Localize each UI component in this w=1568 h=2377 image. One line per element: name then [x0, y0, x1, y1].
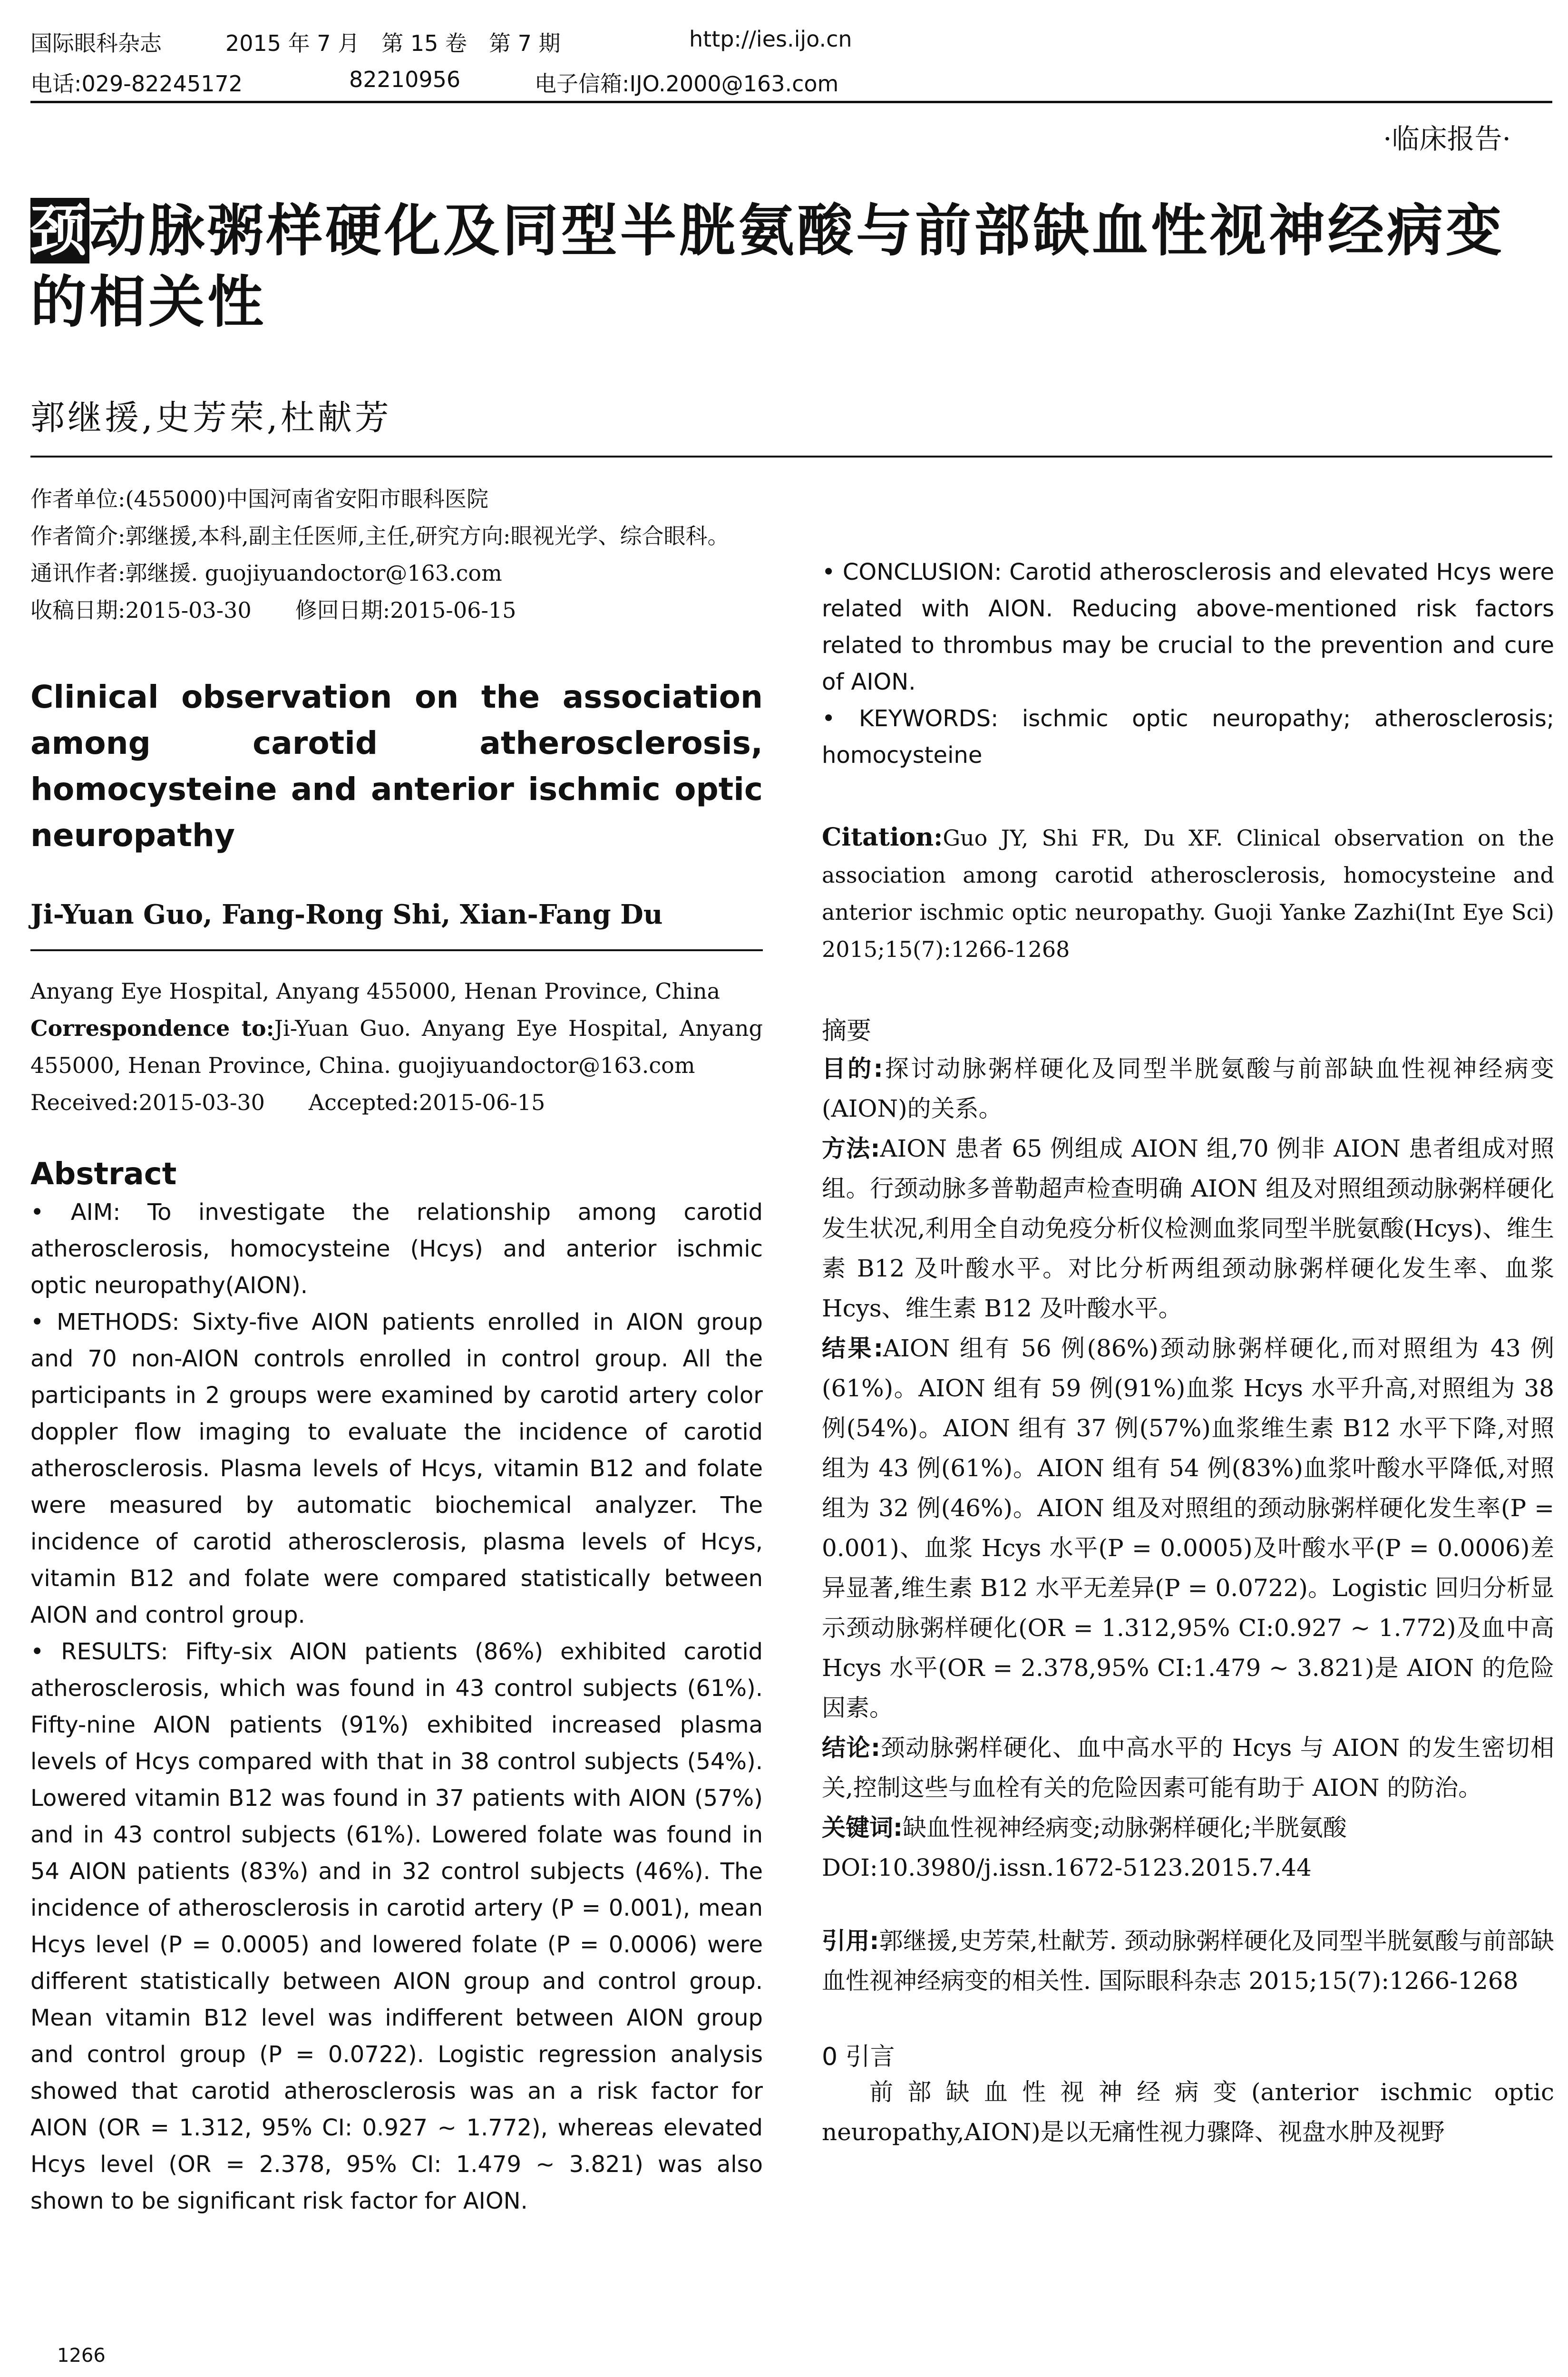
cn-results — [822, 1328, 1554, 1728]
correspondence-text: Ji-Yuan Guo. Anyang Eye Hospital, Anyang 455000, Henan Province, China. guojiyuandoctor@163.com — [30, 1015, 763, 1078]
citation-cn-text: 郭继援,史芳荣,杜献芳. 颈动脉粥样硬化及同型半胱氨酸与前部缺血性视神经病变的相关性. 国际眼科杂志 2015;15(7):1266-1268 — [822, 1927, 1554, 1995]
cn-keywords-text: 缺血性视神经病变;动脉粥样硬化;半胱氨酸 — [903, 1814, 1347, 1841]
author-info-cn — [30, 480, 763, 629]
title-cn — [30, 195, 1543, 338]
journal-url[interactable]: http://ies.ijo.cn — [689, 26, 852, 52]
cn-methods — [822, 1129, 1554, 1328]
affiliation-block-en — [30, 973, 763, 1121]
abstract-results: • RESULTS: Fifty-six AION patients (86%) exhibited carotid atherosclerosis, which was found in 43 control subjects (61%). Fifty-nine AION patients (91%) exhibited increased plasma levels of Hcys compared with that in 38 control subjects (54%). Lowered vitamin B12 was found in 37 patients with AION (57%) and in 43 control subjects (61%). Lowered folate was found in 54 AION patients (83%) and in 32 control subjects (46%). The incidence of atherosclerosis in carotid artery (P = 0.001), mean Hcys level (P = 0.0005) and lowered folate (P = 0.0006) were different statistically between AION group and control group. Mean vitamin B12 level was indifferent between AION group and control group (P = 0.0722). Logistic regression analysis showed that carotid atherosclerosis was an a risk factor for AION (OR = 1.312, 95% CI: 0.927 ~ 1.772), whereas elevated Hcys level (OR = 2.378, 95% CI: 1.479 ~ 3.821) was also shown to be significant risk factor for AION. — [30, 1638, 763, 2214]
cn-results-text: AION 组有 56 例(86%)颈动脉粥样硬化,而对照组为 43 例(61%)。AION 组有 59 例(91%)血浆 Hcys 水平升高,对照组为 38 例(54%)。AION 组有 37 例(57%)血浆维生素 B12 水平下降,对照组为 43 例(61%)。AION 组有 54 例(83%)血浆叶酸水平降低,对照组为 32 例(46%)。AION 组及对照组的颈动脉粥样硬化发生率(P = 0.001)、血浆 Hcys 水平(P = 0.0005)及叶酸水平(P = 0.0006)差异显著,维生素 B12 水平无差异(P = 0.0722)。Logistic 回归分析显示颈动脉粥样硬化(OR = 1.312,95% CI:0.927 ~ 1.772)及血中高 Hcys 水平(OR = 2.378,95% CI:1.479 ~ 3.821)是 AION 的危险因素。 — [822, 1335, 1554, 1722]
title-rule — [30, 456, 1552, 458]
cn-aim — [822, 1049, 1554, 1129]
zhaiyao-heading: 摘要 — [822, 1017, 872, 1045]
affiliation-en: Anyang Eye Hospital, Anyang 455000, Henan Province, China — [30, 978, 721, 1004]
abstract-heading: Abstract — [30, 1157, 177, 1192]
dates-cn: 收稿日期:2015-03-30 修回日期:2015-06-15 — [30, 597, 516, 623]
authors-rule — [30, 949, 763, 951]
cn-aim-text: 探讨动脉粥样硬化及同型半胱氨酸与前部缺血性视神经病变(AION)的关系。 — [822, 1055, 1555, 1122]
cn-conclusion-label: 结论: — [822, 1734, 880, 1762]
title-en: Clinical observation on the association among carotid atherosclerosis, homocysteine and anterior ischmic optic neuropathy — [30, 679, 763, 854]
cn-methods-text: AION 患者 65 例组成 AION 组,70 例非 AION 患者组成对照组。行颈动脉多普勒超声检查明确 AION 组及对照组颈动脉粥样硬化发生状况,利用全自动免疫分析仪检测血浆同型半胱氨酸(Hcys)、维生素 B12 及叶酸水平。对比分析两组颈动脉粥样硬化发生率、血浆 Hcys、维生素 B12 及叶酸水平。 — [822, 1135, 1554, 1322]
affiliation-cn: 作者单位:(455000)中国河南省安阳市眼科医院 — [30, 486, 488, 512]
correspondence-en — [30, 1010, 763, 1084]
abstract-conclusion: • CONCLUSION: Carotid atherosclerosis and elevated Hcys were related with AION. Reducing above-mentioned risk factors related to thrombus may be crucial to the prevention and cure of AION. — [822, 559, 1554, 695]
cn-conclusion-text: 颈动脉粥样硬化、血中高水平的 Hcys 与 AION 的发生密切相关,控制这些与血栓有关的危险因素可能有助于 AION 的防治。 — [822, 1734, 1554, 1802]
journal-name: 国际眼科杂志 — [30, 30, 162, 56]
title-first-char: 颈 — [30, 198, 90, 263]
journal-header — [30, 26, 1552, 55]
authors-en: Ji-Yuan Guo, Fang-Rong Shi, Xian-Fang Du — [30, 899, 663, 930]
citation-cn — [822, 1921, 1554, 2001]
cn-keywords-label: 关键词: — [822, 1814, 903, 1841]
phone2: 82210956 — [349, 67, 461, 92]
section-tag: ·临床报告· — [1383, 123, 1511, 155]
phone: 电话:029-82245172 — [30, 71, 243, 97]
email[interactable]: 电子信箱:IJO.2000@163.com — [535, 71, 839, 97]
correspondence-label: Correspondence to: — [30, 1015, 274, 1041]
abstract-methods: • METHODS: Sixty-five AION patients enrolled in AION group and 70 non-AION controls enrolled in control group. All the participants in 2 groups were examined by carotid artery color doppler flow imaging to evaluate the incidence of carotid atherosclerosis. Plasma levels of Hcys, vitamin B12 and folate were measured by automatic biochemical analyzer. The incidence of carotid atherosclerosis, plasma levels of Hcys, vitamin B12 and folate were compared statistically between AION and control group. — [30, 1309, 763, 1628]
title-rest: 动脉粥样硬化及同型半胱氨酸与前部缺血性视神经病变的相关性 — [30, 198, 1505, 335]
authors-cn: 郭继援,史芳荣,杜献芳 — [30, 398, 392, 438]
contact-header — [30, 67, 1552, 95]
abstract-cn — [822, 1049, 1554, 1888]
header-rule — [30, 101, 1552, 103]
abstract-conclusion-block — [822, 554, 1554, 774]
intro-heading: 0 引言 — [822, 2043, 895, 2071]
right-column — [822, 480, 1554, 2152]
abstract-aim: • AIM: To investigate the relationship among carotid atherosclerosis, homocysteine (Hcys) and anterior ischmic optic neuropathy(AION). — [30, 1199, 763, 1299]
page-number: 1266 — [57, 2345, 106, 2367]
cn-aim-label: 目的: — [822, 1055, 883, 1082]
cn-keywords — [822, 1808, 1554, 1848]
citation-en — [822, 819, 1554, 968]
cn-conclusion — [822, 1728, 1554, 1808]
issue-info: 2015 年 7 月 第 15 卷 第 7 期 — [225, 30, 561, 56]
abstract-en — [30, 1194, 763, 2220]
intro-text: 前部缺血性视神经病变(anterior ischmic optic neuropathy,AION)是以无痛性视力骤降、视盘水肿及视野 — [822, 2078, 1554, 2146]
cn-results-label: 结果: — [822, 1335, 883, 1362]
citation-label: Citation: — [822, 823, 943, 852]
left-column — [30, 480, 763, 2220]
citation-cn-label: 引用: — [822, 1927, 879, 1955]
citation-text: Guo JY, Shi FR, Du XF. Clinical observation on the association among carotid atherosclerosis, homocysteine and anterior ischmic optic neuropathy. Guoji Yanke Zazhi(Int Eye Sci) 2015;15(7):1266-1268 — [822, 825, 1554, 962]
doi[interactable]: DOI:10.3980/j.issn.1672-5123.2015.7.44 — [822, 1854, 1312, 1881]
received-en: Received:2015-03-30 Accepted:2015-06-15 — [30, 1090, 545, 1115]
cn-methods-label: 方法: — [822, 1135, 880, 1162]
corresponding-cn: 通讯作者:郭继援. guojiyuandoctor@163.com — [30, 560, 502, 586]
author-bio-cn: 作者简介:郭继援,本科,副主任医师,主任,研究方向:眼视光学、综合眼科。 — [30, 523, 730, 549]
abstract-keywords: • KEYWORDS: ischmic optic neuropathy; atherosclerosis; homocysteine — [822, 705, 1554, 769]
